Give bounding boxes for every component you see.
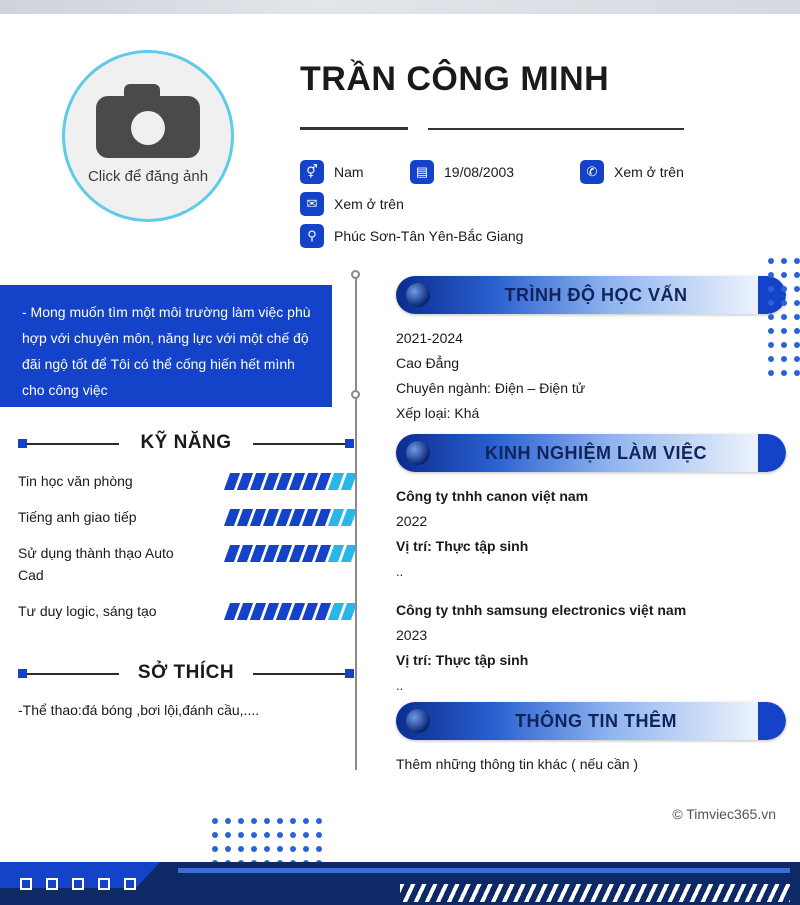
education-line: 2021-2024 [396, 330, 463, 346]
education-banner [396, 276, 786, 314]
contact-phone-value: Xem ở trên [614, 164, 684, 180]
skill-name: Tiếng anh giao tiếp [18, 509, 137, 525]
education-line: Chuyên ngành: Điện – Điện tử [396, 380, 586, 396]
hobbies-heading-label: SỞ THÍCH [137, 662, 235, 683]
education-heading-label: TRÌNH ĐỘ HỌC VẤN [504, 284, 688, 305]
experience-year: 2022 [396, 513, 428, 529]
additional-section [396, 702, 786, 777]
top-decor-bar [0, 0, 800, 14]
skill-level-bars [227, 600, 354, 620]
contact-gender-value: Nam [334, 164, 364, 180]
copyright: © Timviec365.vn [672, 806, 776, 822]
phone-icon: ✆ [580, 160, 604, 184]
hobbies-text: -Thể thao:đá bóng ,bơi lội,đánh cầu,.... [18, 702, 260, 718]
experience-company: Công ty tnhh samsung electronics việt nam [396, 602, 687, 618]
experience-position: Vị trí: Thực tập sinh [396, 652, 529, 668]
contact-phone [580, 156, 684, 188]
footer-squares [20, 878, 136, 890]
contact-block [300, 156, 760, 252]
page-title: TRẦN CÔNG MINH [300, 60, 610, 98]
location-icon: ⚲ [300, 224, 324, 248]
skill-row [18, 506, 354, 528]
experience-list [396, 484, 786, 698]
experience-entry [396, 484, 786, 584]
timeline-dot-mid [351, 390, 360, 399]
camera-icon [96, 82, 200, 158]
contact-address [300, 220, 760, 252]
skill-name: Tư duy logic, sáng tạo [18, 603, 157, 619]
dot-grid-bottom [212, 818, 332, 868]
contact-email-value: Xem ở trên [334, 196, 404, 212]
contact-gender [300, 156, 410, 188]
experience-year: 2023 [396, 627, 428, 643]
experience-entry [396, 598, 786, 698]
hobbies-section [18, 660, 354, 718]
additional-heading-label: THÔNG TIN THÊM [515, 710, 677, 731]
calendar-icon: ▤ [410, 160, 434, 184]
additional-text: Thêm những thông tin khác ( nếu cần ) [396, 756, 639, 772]
skill-name: Sử dụng thành thạo Auto Cad [18, 545, 174, 583]
skill-name: Tin học văn phòng [18, 473, 133, 489]
experience-note: .. [396, 678, 404, 693]
contact-address-value: Phúc Sơn-Tân Yên-Bắc Giang [334, 228, 524, 244]
gender-icon: ⚥ [300, 160, 324, 184]
experience-position: Vị trí: Thực tập sinh [396, 538, 529, 554]
contact-dob [410, 156, 580, 188]
skill-row [18, 600, 354, 622]
education-lines [396, 326, 786, 426]
timeline-dot-top [351, 270, 360, 279]
photo-upload-label: Click để đăng ảnh [87, 167, 209, 185]
cv-header [0, 14, 800, 262]
education-line: Xếp loại: Khá [396, 405, 480, 421]
contact-dob-value: 19/08/2003 [444, 164, 515, 180]
mail-icon: ✉ [300, 192, 324, 216]
skill-row [18, 542, 354, 586]
footer-stripe [178, 868, 790, 873]
skills-list [18, 470, 354, 622]
dot-grid-right [768, 258, 798, 388]
contact-email [300, 188, 760, 220]
skill-level-bars [227, 506, 354, 526]
skills-heading-label: KỸ NĂNG [140, 432, 232, 453]
education-section [396, 276, 786, 426]
photo-upload-area[interactable] [62, 50, 234, 222]
skills-heading [18, 430, 354, 456]
hobbies-heading [18, 660, 354, 686]
career-objective-text: - Mong muốn tìm một môi trường làm việc phù hợp với chuyên môn, năng lực với một chế độ đãi ngộ tốt để Tôi có thể cống hiến hết mình cho công việc [22, 304, 311, 398]
experience-section [396, 434, 786, 712]
experience-heading-label: KINH NGHIỆM LÀM VIỆC [484, 442, 707, 463]
skill-row [18, 470, 354, 492]
career-objective-block [0, 285, 332, 407]
footer-hatch-decor [400, 884, 790, 902]
experience-company: Công ty tnhh canon việt nam [396, 488, 589, 504]
title-divider [300, 122, 684, 134]
education-line: Cao Đẳng [396, 355, 460, 371]
skill-level-bars [227, 542, 354, 562]
skill-level-bars [227, 470, 354, 490]
experience-banner [396, 434, 786, 472]
additional-banner [396, 702, 786, 740]
experience-note: .. [396, 564, 404, 579]
skills-section [18, 430, 354, 622]
timeline-line [355, 275, 357, 770]
